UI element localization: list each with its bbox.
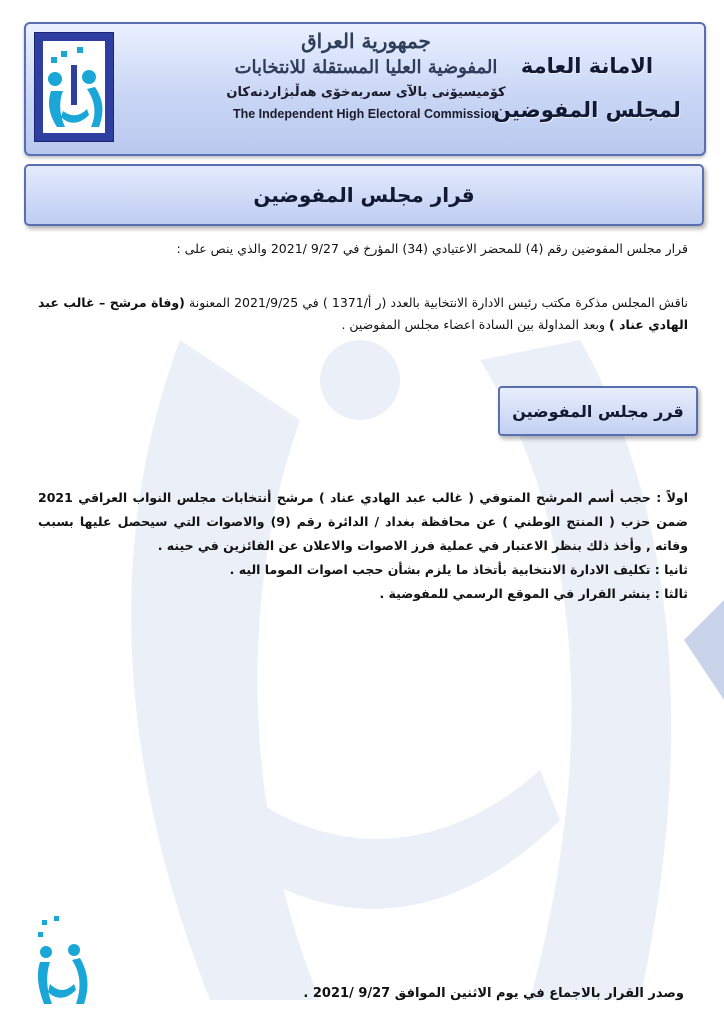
intro-paragraph: قرار مجلس المفوضين رقم (4) للمحضر الاعتيادي (34) المؤرخ في 9/27 /2021 والذي ينص على : bbox=[176, 241, 688, 256]
discussion-text-before: ناقش المجلس مذكرة مكتب رئيس الادارة الانتخابية بالعدد (ر أ/1371 ) في 2021/9/25 المعنونة bbox=[189, 295, 689, 310]
kurdish-name: كۆميسيۆنى بالآى سەربەخۆى هەڵبژاردنەكان bbox=[226, 85, 506, 100]
department-line1: الامانة العامة bbox=[520, 54, 654, 78]
discussion-paragraph bbox=[38, 292, 688, 336]
arabic-name-line2: المفوضية العليا المستقلة للانتخابات bbox=[234, 57, 498, 78]
discussion-subject: (وفاة مرشح – غالب عبد الهادي عناد ) bbox=[38, 295, 688, 332]
corner-logo-icon bbox=[32, 914, 88, 1010]
commission-name-block bbox=[216, 28, 516, 150]
arabic-name-line1: جمهورية العراق bbox=[301, 29, 431, 53]
department-title bbox=[492, 44, 682, 132]
side-stripe-decoration bbox=[684, 600, 724, 700]
decisions-list bbox=[38, 486, 688, 606]
ballot-logo-icon bbox=[43, 41, 105, 133]
letterhead bbox=[24, 22, 706, 156]
decision-item: اولاً : حجب أسم المرشح المتوفي ( غالب عبد الهادي عناد ) مرشح أنتخابات مجلس النواب العراقي 2021 ضمن حزب ( المنتج الوطني ) عن محافظة بغداد / الدائرة رقم (9) والاصوات التي سيحصل عليها بسبب وفاته , وأخذ ذلك بنظر الاعتبار في عملية فرز الاصوات والاعلان عن الفائزين في حينه . bbox=[38, 490, 689, 553]
banner-title: قرار مجلس المفوضين bbox=[253, 183, 475, 207]
discussion-text-after: وبعد المداولة بين السادة اعضاء مجلس المفوضين . bbox=[341, 317, 606, 332]
decision-heading: قرر مجلس المفوضين bbox=[512, 401, 684, 421]
footer-statement: وصدر القرار بالاجماع في يوم الاثنين الموافق 9/27 /2021 . bbox=[303, 986, 684, 1001]
decision-banner bbox=[24, 164, 704, 226]
decision-item: ثانيا : تكليف الادارة الانتخابية بأتخاذ ما يلزم بشأن حجب اصوات الموما اليه . bbox=[229, 562, 688, 577]
english-name: The Independent High Electoral Commission bbox=[232, 107, 499, 121]
department-line2: لمجلس المفوضين bbox=[493, 98, 681, 122]
decision-item: ثالثا : ينشر القرار في الموقع الرسمي للمفوضية . bbox=[379, 586, 688, 601]
commission-logo bbox=[34, 32, 114, 142]
decision-heading-box bbox=[498, 386, 698, 436]
